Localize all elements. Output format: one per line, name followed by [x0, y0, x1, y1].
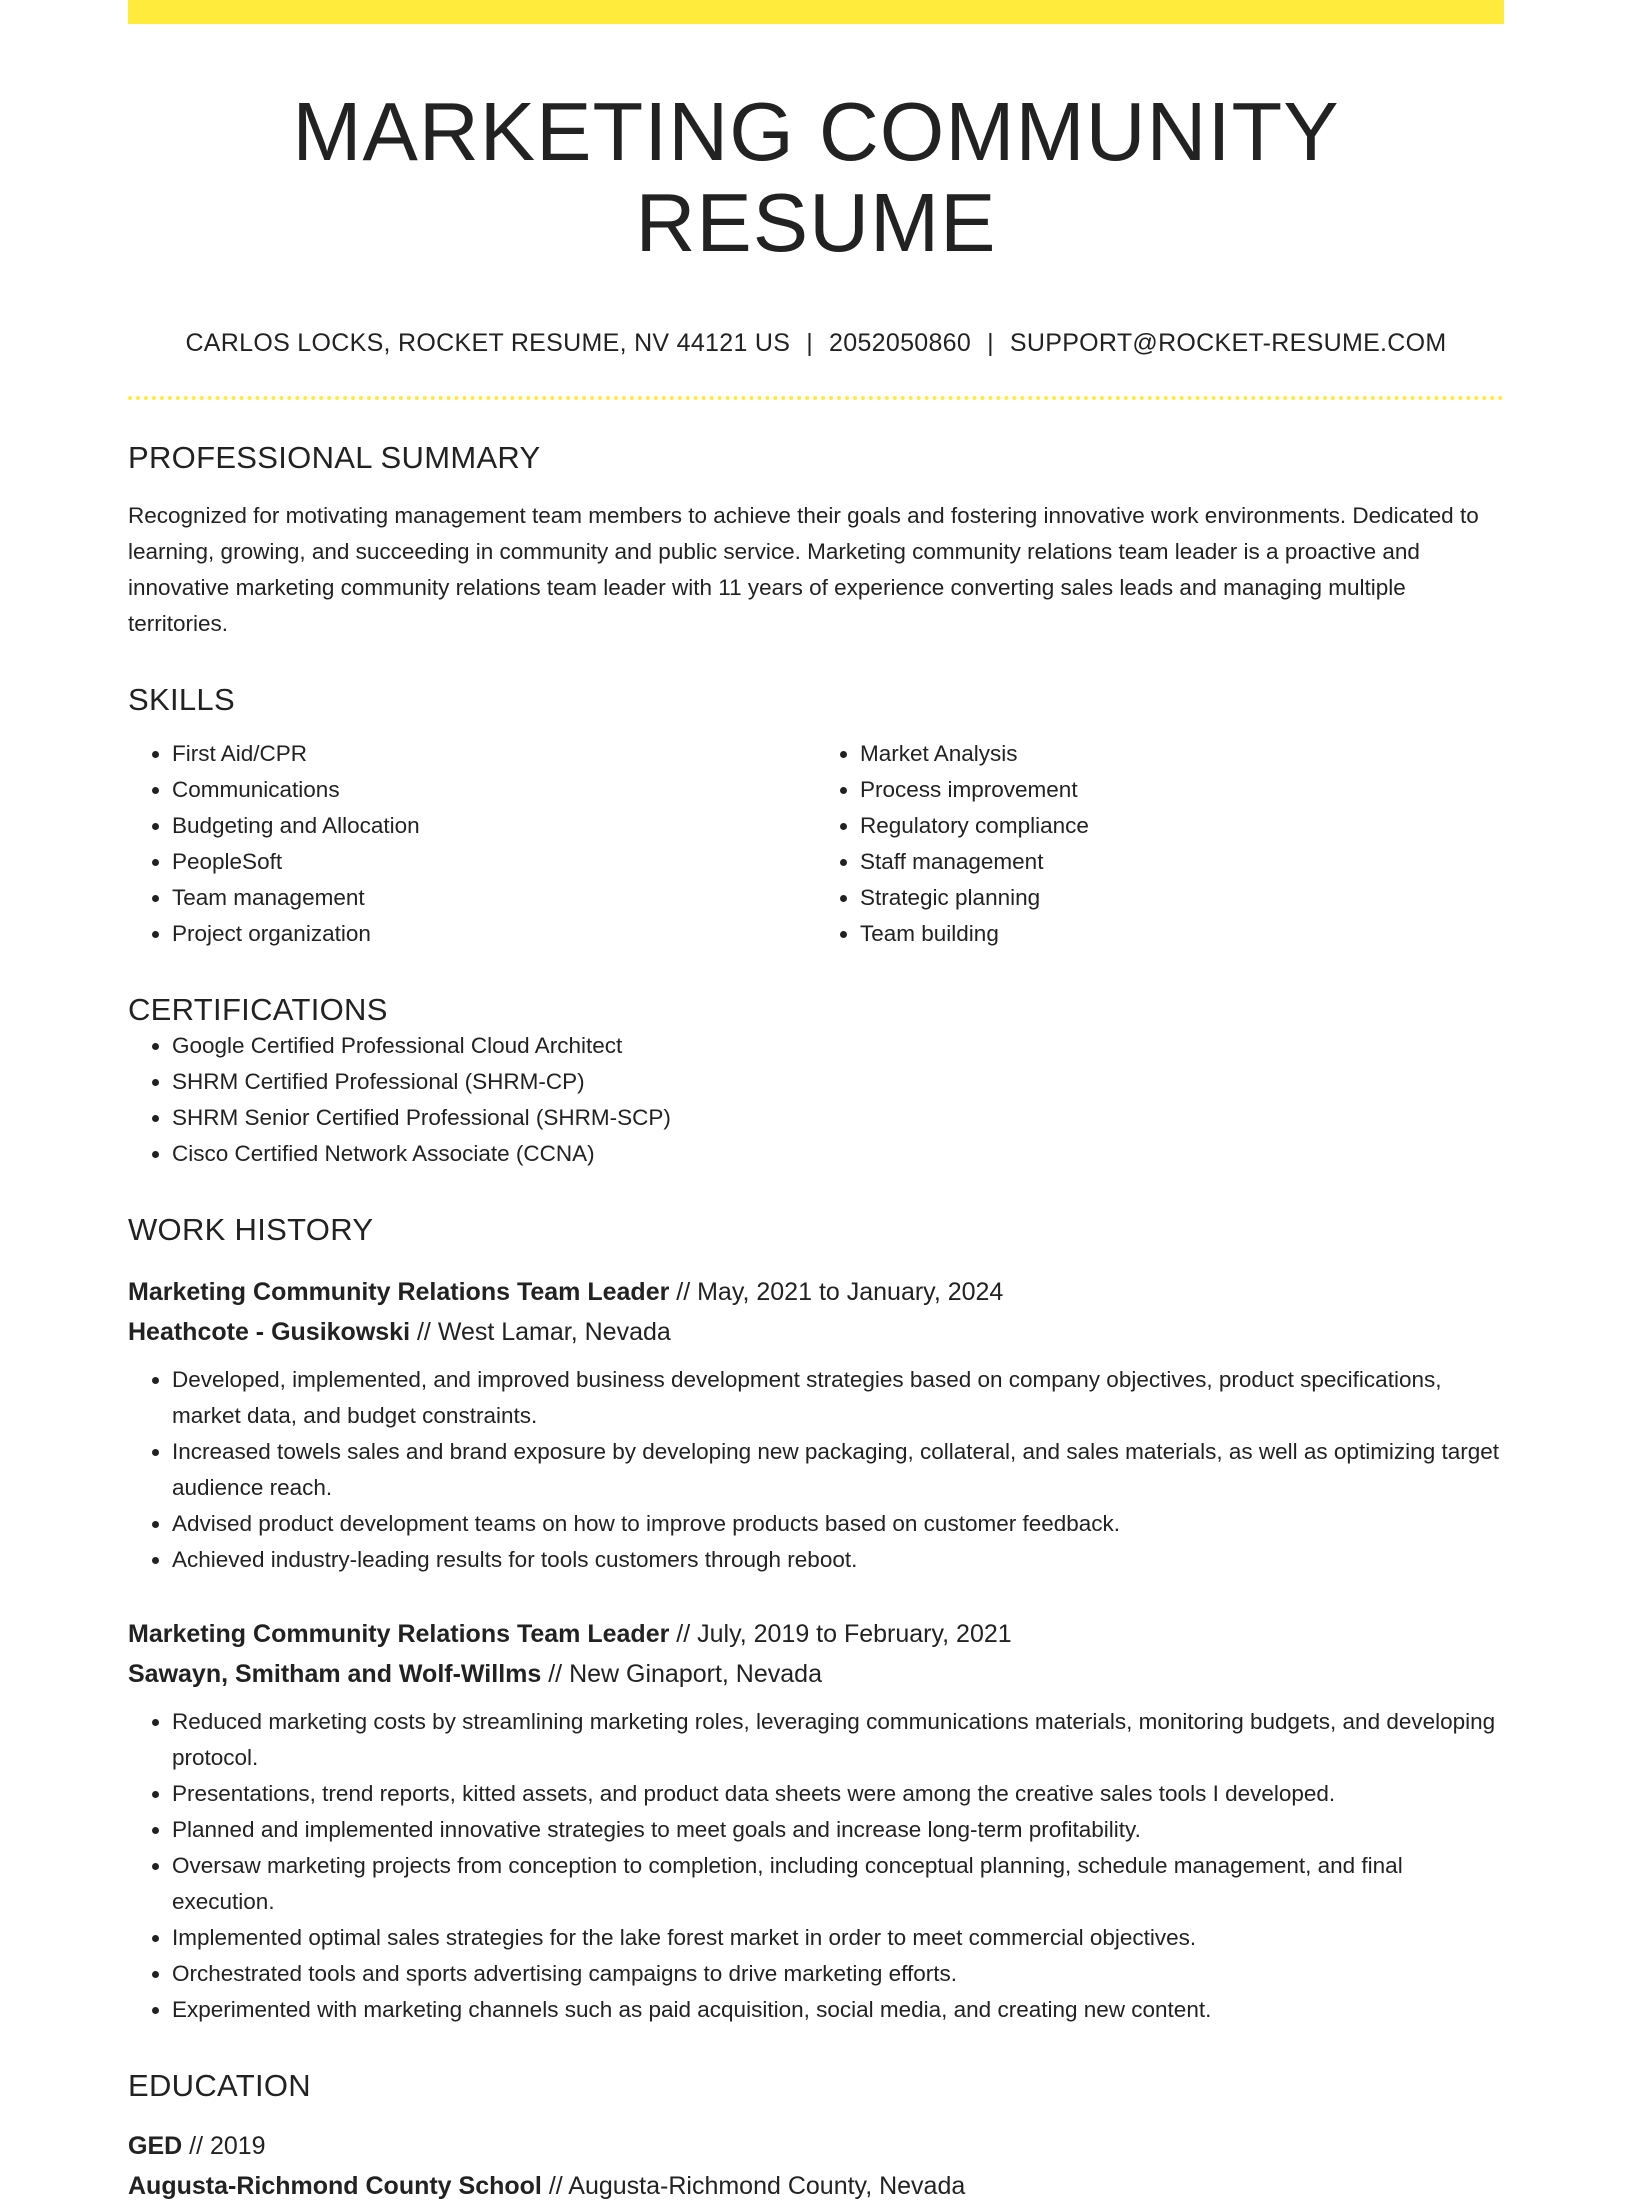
education-school-line [128, 2166, 1504, 2206]
job-company-line [128, 1654, 1504, 1694]
resume-page [128, 0, 1504, 2206]
job-title: Marketing Community Relations Team Leader [128, 1619, 670, 1648]
skill-item: • Process improvement [860, 772, 1504, 808]
certification-item: • SHRM Senior Certified Professional (SHRM-SCP) [172, 1100, 1504, 1136]
skill-item: • PeopleSoft [172, 844, 816, 880]
education-degree: GED [128, 2131, 183, 2160]
education-location: // Augusta-Richmond County, Nevada [541, 2171, 966, 2200]
job-bullet: • Presentations, trend reports, kitted assets, and product data sheets were among the creative sales tools I developed. [172, 1776, 1504, 1812]
contact-separator: | [806, 328, 814, 357]
skills-list-left [128, 736, 816, 952]
work-history-list [128, 1272, 1504, 2028]
skill-item: • Market Analysis [860, 736, 1504, 772]
contact-phone: 2052050860 [829, 328, 972, 357]
job-bullet: • Orchestrated tools and sports advertising campaigns to drive marketing efforts. [172, 1956, 1504, 1992]
certification-item: • Cisco Certified Network Associate (CCNA) [172, 1136, 1504, 1172]
top-accent-bar [128, 0, 1504, 24]
skill-item: • Team building [860, 916, 1504, 952]
summary-heading: PROFESSIONAL SUMMARY [128, 439, 541, 475]
job-dates: // July, 2019 to February, 2021 [669, 1619, 1012, 1648]
skill-item: • Staff management [860, 844, 1504, 880]
job-bullet-list [128, 1362, 1504, 1578]
job-title: Marketing Community Relations Team Leader [128, 1277, 670, 1306]
skills-list-right [816, 736, 1504, 952]
certifications-heading: CERTIFICATIONS [128, 991, 388, 1027]
job-dates: // May, 2021 to January, 2024 [669, 1277, 1004, 1306]
skill-item: • Project organization [172, 916, 816, 952]
contact-email: SUPPORT@ROCKET-RESUME.COM [1009, 328, 1447, 357]
job-title-line [128, 1614, 1504, 1654]
job-bullet: • Reduced marketing costs by streamlining marketing roles, leveraging communications materials, monitoring budgets, and developing protocol. [172, 1704, 1504, 1776]
skill-item: • Strategic planning [860, 880, 1504, 916]
resume-title: MARKETING COMMUNITY RESUME [292, 85, 1340, 270]
job-location: // West Lamar, Nevada [410, 1317, 671, 1346]
job-bullet: • Implemented optimal sales strategies for the lake forest market in order to meet commercial objectives. [172, 1920, 1504, 1956]
job-company: Heathcote - Gusikowski [128, 1317, 411, 1346]
contact-address: CARLOS LOCKS, ROCKET RESUME, NV 44121 US [185, 328, 791, 357]
job-title-line [128, 1272, 1504, 1312]
skill-item: • Communications [172, 772, 816, 808]
summary-text: Recognized for motivating management team members to achieve their goals and fostering innovative work environments. Dedicated to learning, growing, and succeeding in community and public service. Marketing community relations team leader is a proactive and innovative marketing community relations team leader with 11 years of experience converting sales leads and managing multiple territories. [128, 502, 1479, 636]
job-location: // New Ginaport, Nevada [541, 1659, 822, 1688]
education-school: Augusta-Richmond County School [128, 2171, 542, 2200]
job-bullet: • Advised product development teams on how to improve products based on customer feedback. [172, 1506, 1504, 1542]
certification-item: • Google Certified Professional Cloud Architect [172, 1028, 1504, 1064]
job-bullet: • Planned and implemented innovative strategies to meet goals and increase long-term profitability. [172, 1812, 1504, 1848]
contact-line [128, 329, 1504, 358]
job-bullet: • Developed, implemented, and improved business development strategies based on company objectives, product specifications, market data, and budget constraints. [172, 1362, 1504, 1434]
skill-item: • First Aid/CPR [172, 736, 816, 772]
job-company: Sawayn, Smitham and Wolf-Willms [128, 1659, 542, 1688]
education-year: // 2019 [182, 2131, 266, 2160]
job-bullet: • Oversaw marketing projects from conception to completion, including conceptual planning, schedule management, and final execution. [172, 1848, 1504, 1920]
job-entry [128, 1272, 1504, 1578]
education-entry [128, 2126, 1504, 2206]
skills-heading: SKILLS [128, 681, 235, 717]
job-entry [128, 1614, 1504, 2028]
job-bullet-list [128, 1704, 1504, 2028]
skills-grid [128, 736, 1504, 952]
header-divider [128, 396, 1504, 400]
skill-item: • Budgeting and Allocation [172, 808, 816, 844]
education-degree-line [128, 2126, 1504, 2166]
job-company-line [128, 1312, 1504, 1352]
certifications-list [128, 1028, 1504, 1172]
education-heading: EDUCATION [128, 2067, 311, 2103]
job-bullet: • Experimented with marketing channels such as paid acquisition, social media, and creating new content. [172, 1992, 1504, 2028]
skill-item: • Regulatory compliance [860, 808, 1504, 844]
work-history-heading: WORK HISTORY [128, 1211, 374, 1247]
skill-item: • Team management [172, 880, 816, 916]
certification-item: • SHRM Certified Professional (SHRM-CP) [172, 1064, 1504, 1100]
job-bullet: • Increased towels sales and brand exposure by developing new packaging, collateral, and sales materials, as well as optimizing target audience reach. [172, 1434, 1504, 1506]
contact-separator: | [987, 328, 994, 357]
job-bullet: • Achieved industry-leading results for tools customers through reboot. [172, 1542, 1504, 1578]
